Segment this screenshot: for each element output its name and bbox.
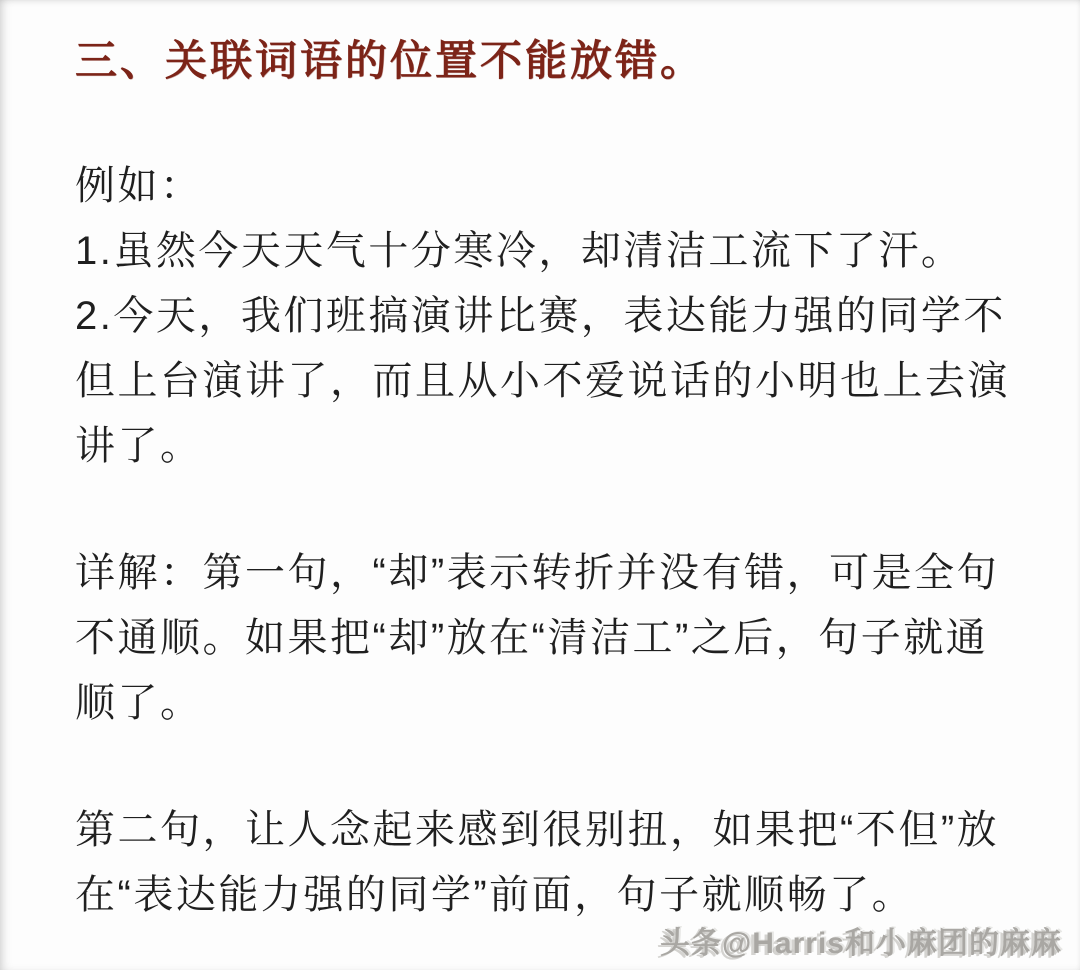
example-sentence-2: 2.今天，我们班搞演讲比赛，表达能力强的同学不但上台演讲了，而且从小不爱说话的小明也上去演讲了。	[75, 294, 1010, 469]
example-sentence-1: 1.虽然今天天气十分寒冷，却清洁工流下了汗。	[75, 229, 964, 274]
watermark-text: 头条@Harris和小麻团的麻麻	[660, 927, 1062, 960]
examples-section	[75, 154, 1010, 479]
explanation-paragraph-1: 详解：第一句，“却”表示转折并没有错，可是全句不通顺。如果把“却”放在“清洁工”之后，句子就通顺了。	[75, 551, 1000, 726]
explanation-paragraph-2: 第二句，让人念起来感到很别扭，如果把“不但”放在“表达能力强的同学”前面，句子就顺畅了。	[75, 808, 1000, 918]
examples-intro-line: 例如：	[75, 164, 203, 209]
page-title: 三、关联词语的位置不能放错。	[75, 37, 706, 84]
